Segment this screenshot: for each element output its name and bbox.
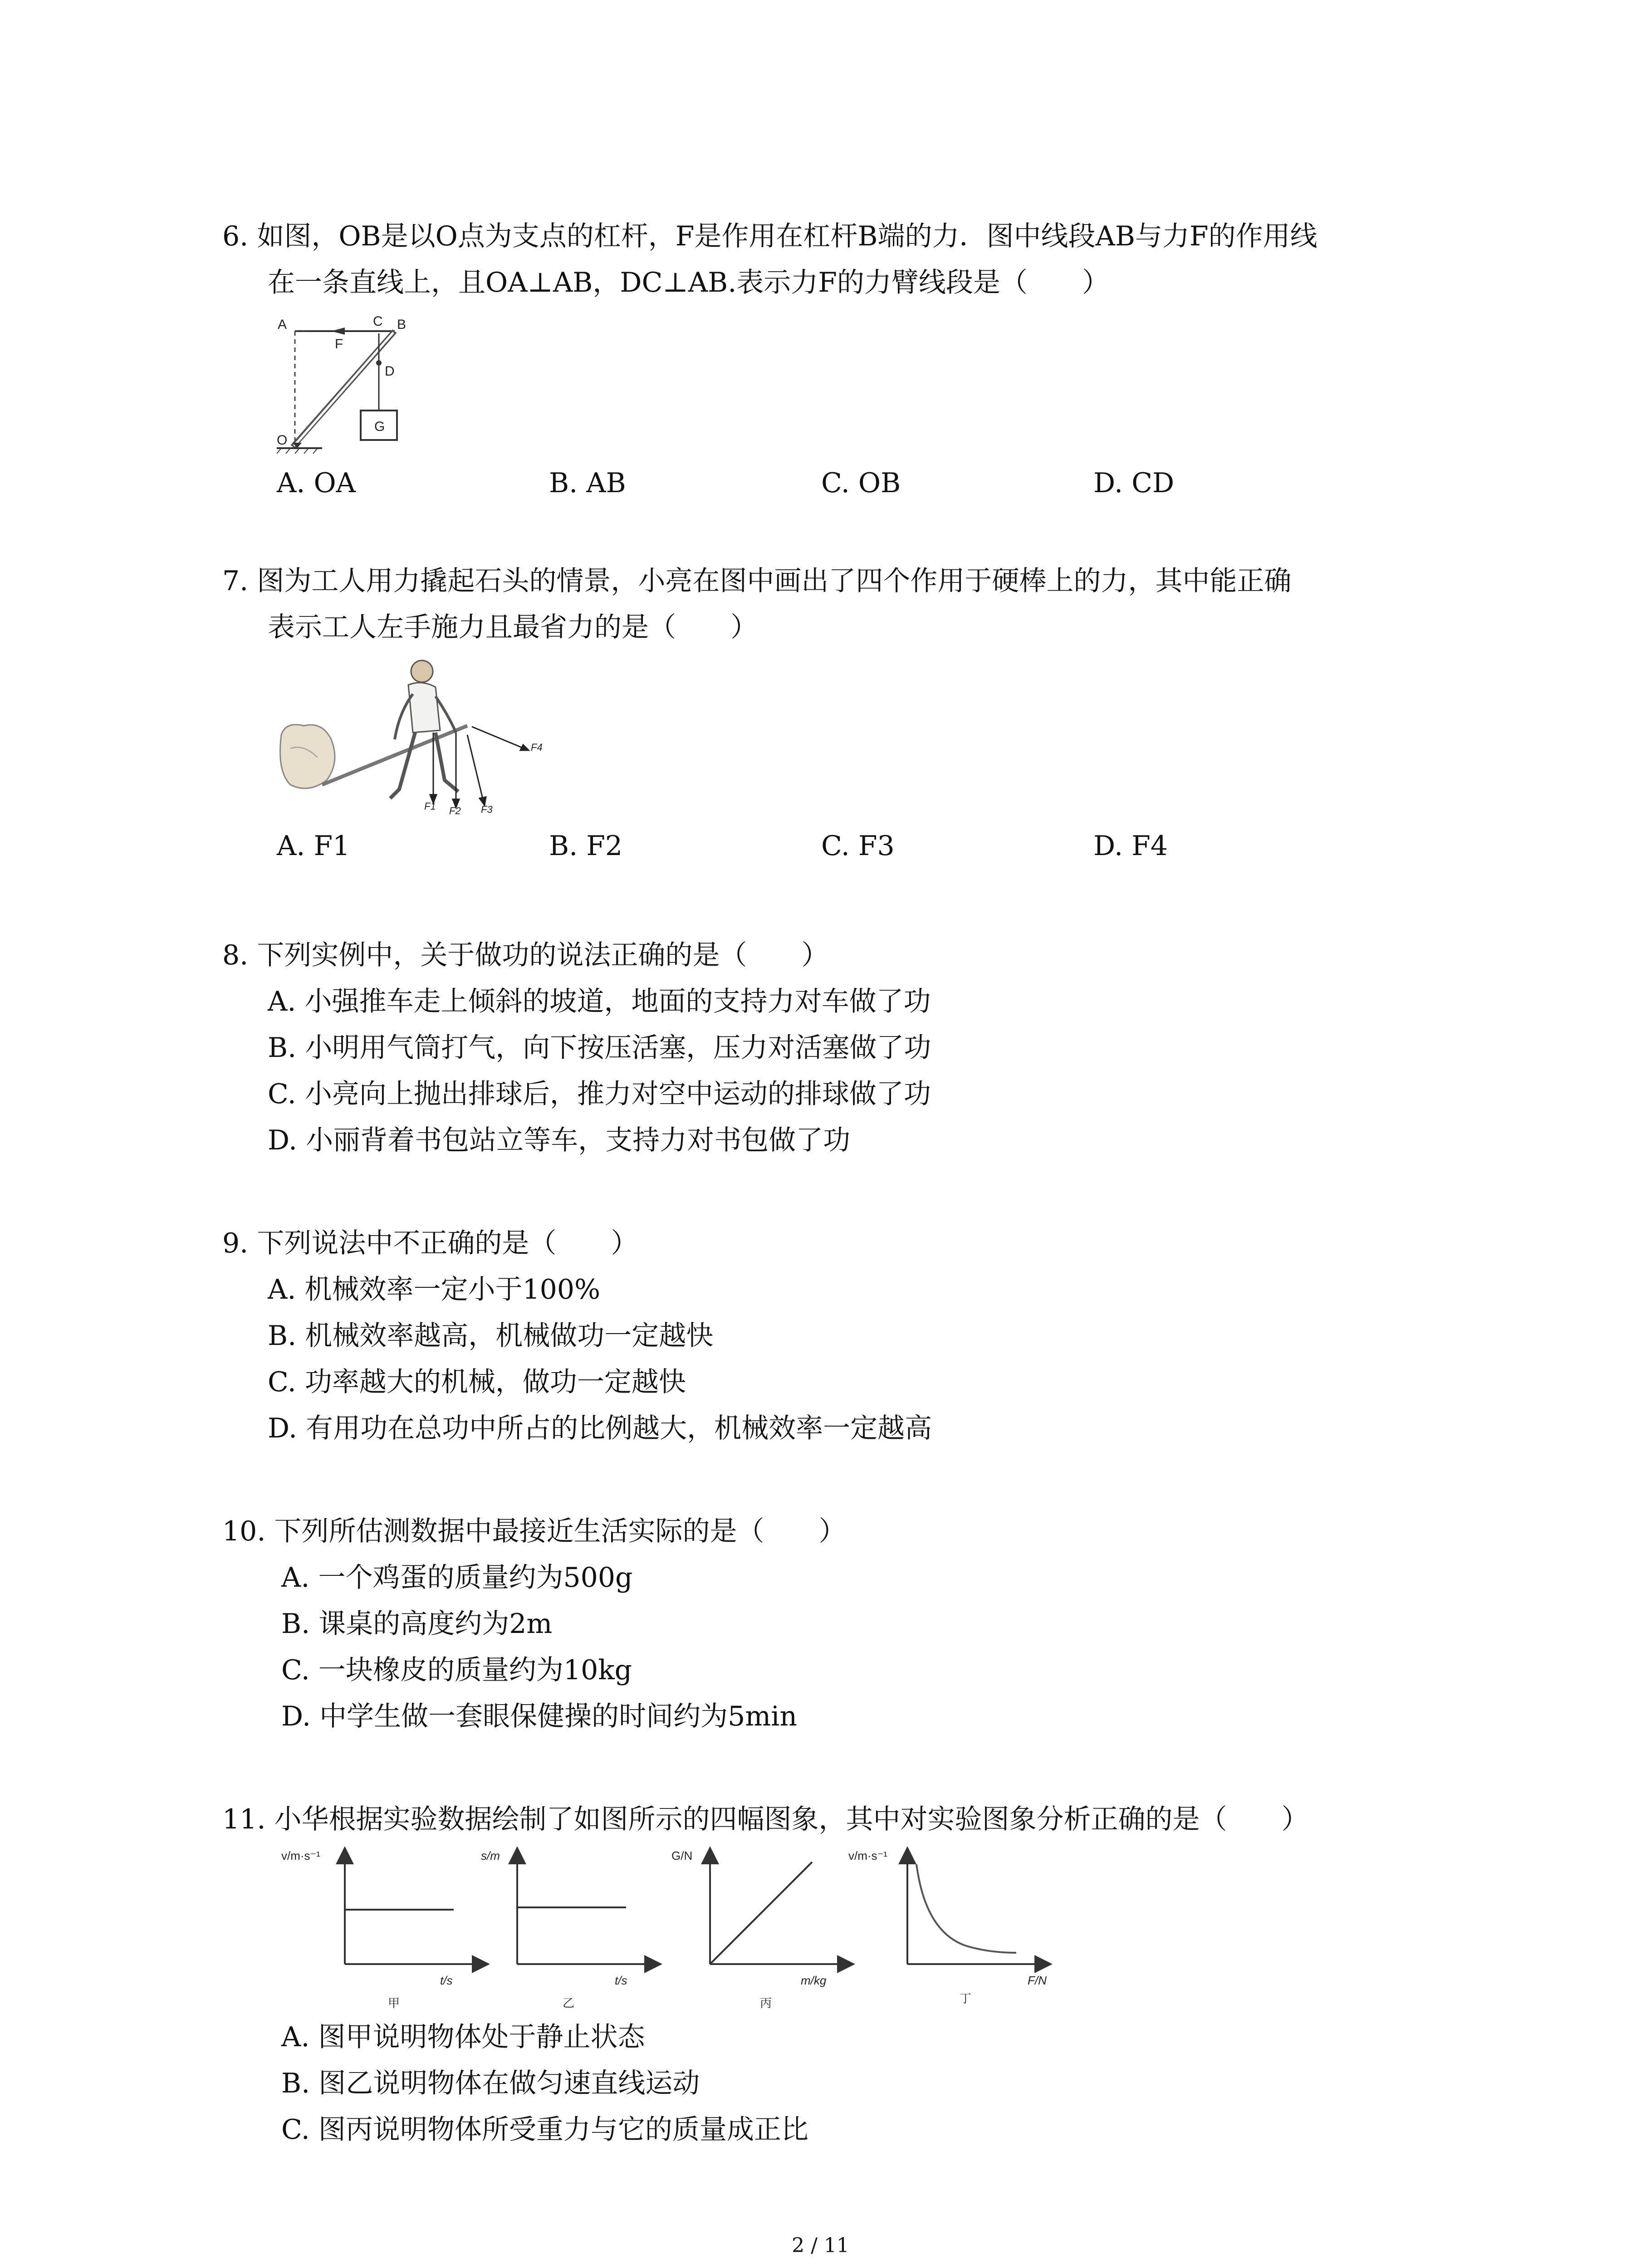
- option-a[interactable]: A. OA: [277, 467, 356, 499]
- question-9: [222, 1220, 932, 1452]
- label-f: F: [335, 337, 343, 352]
- option-c[interactable]: C. F3: [821, 830, 895, 862]
- question-11-options: [222, 2014, 808, 2153]
- option-d[interactable]: D. 有用功在总功中所占的比例越大，机械效率一定越高: [268, 1413, 932, 1444]
- option-b[interactable]: B. 机械效率越高，机械做功一定越快: [268, 1320, 714, 1352]
- option-c[interactable]: C. 小亮向上抛出排球后，推力对空中运动的排球做了功: [268, 1078, 931, 1110]
- graph-ding-caption: 丁: [960, 1992, 972, 2005]
- worker-lever-figure-q7: [277, 653, 558, 816]
- option-a[interactable]: A. F1: [277, 830, 350, 862]
- option-a[interactable]: A. 机械效率一定小于100%: [268, 1274, 601, 1305]
- question-6-stem-line1: 6. 如图，OB是以O点为支点的杠杆，F是作用在杠杆B端的力．图中线段AB与力F的作用线: [222, 220, 1318, 252]
- option-c[interactable]: C. 一块橡皮的质量约为10kg: [281, 1654, 632, 1686]
- label-f1: F1: [424, 801, 436, 812]
- label-f2: F2: [449, 805, 461, 816]
- question-7: [222, 558, 1291, 650]
- page-number: 2 / 11: [792, 2234, 849, 2257]
- option-d[interactable]: D. CD: [1093, 467, 1175, 499]
- option-c[interactable]: C. 功率越大的机械，做功一定越快: [268, 1366, 686, 1398]
- label-c: C: [373, 314, 383, 329]
- option-d[interactable]: D. 小丽背着书包站立等车，支持力对书包做了功: [268, 1124, 851, 1156]
- option-d[interactable]: D. 中学生做一套眼保健操的时间约为5min: [281, 1701, 798, 1732]
- question-8-stem: 8. 下列实例中，关于做功的说法正确的是（ ）: [222, 939, 829, 971]
- graph-yi-xlabel: t/s: [615, 1974, 627, 1987]
- option-b[interactable]: B. 小明用气筒打气，向下按压活塞，压力对活塞做了功: [268, 1032, 931, 1064]
- label-d: D: [385, 364, 395, 379]
- question-7-stem-line1: 7. 图为工人用力撬起石头的情景，小亮在图中画出了四个作用于硬棒上的力，其中能正确: [222, 565, 1292, 597]
- graph-yi: [481, 1849, 653, 2010]
- question-11-stem: 11. 小华根据实验数据绘制了如图所示的四幅图象，其中对实验图象分析正确的是（ ）: [222, 1804, 1309, 1835]
- graph-bing: [671, 1849, 846, 2010]
- option-c[interactable]: C. OB: [821, 467, 901, 499]
- label-o: O: [277, 433, 288, 448]
- graph-ding-xlabel: F/N: [1028, 1974, 1047, 1987]
- option-a[interactable]: A. 小强推车走上倾斜的坡道，地面的支持力对车做了功: [268, 986, 931, 1017]
- graph-ding-ylabel: v/m·s⁻¹: [848, 1849, 887, 1862]
- label-f4: F4: [531, 742, 543, 753]
- question-11: [222, 1796, 1309, 1843]
- option-b[interactable]: B. 课桌的高度约为2m: [281, 1608, 553, 1640]
- question-7-stem-line2: 表示工人左手施力且最省力的是（ ）: [268, 611, 758, 643]
- graph-yi-ylabel: s/m: [481, 1849, 500, 1862]
- option-b[interactable]: B. 图乙说明物体在做匀速直线运动: [281, 2068, 700, 2099]
- question-6: [222, 213, 1318, 306]
- graph-bing-caption: 丙: [760, 1996, 772, 2010]
- graph-jia-xlabel: t/s: [440, 1974, 453, 1987]
- label-f3: F3: [481, 804, 493, 815]
- question-6-stem-line2: 在一条直线上，且OA⊥AB，DC⊥AB.表示力F的力臂线段是（ ）: [268, 267, 1109, 298]
- label-a: A: [278, 317, 287, 332]
- option-a[interactable]: A. 图甲说明物体处于静止状态: [281, 2021, 645, 2053]
- question-10: [222, 1508, 846, 1740]
- label-b: B: [397, 317, 407, 332]
- graph-jia-caption: 甲: [388, 1996, 400, 2010]
- option-d[interactable]: D. F4: [1093, 830, 1168, 862]
- lever-figure-q6: [268, 308, 458, 454]
- graph-bing-ylabel: G/N: [671, 1849, 693, 1862]
- option-c[interactable]: C. 图丙说明物体所受重力与它的质量成正比: [281, 2114, 808, 2146]
- graphs-figure-q11: [272, 1842, 1089, 2014]
- graph-yi-caption: 乙: [563, 1996, 575, 2010]
- question-9-stem: 9. 下列说法中不正确的是（ ）: [222, 1227, 638, 1259]
- option-b[interactable]: B. AB: [549, 467, 626, 499]
- graph-jia: [281, 1849, 481, 2010]
- question-10-stem: 10. 下列所估测数据中最接近生活实际的是（ ）: [222, 1515, 846, 1547]
- option-a[interactable]: A. 一个鸡蛋的质量约为500g: [281, 1562, 633, 1593]
- graph-ding: [848, 1849, 1047, 2005]
- graph-bing-xlabel: m/kg: [801, 1974, 827, 1987]
- option-b[interactable]: B. F2: [549, 830, 623, 862]
- label-g: G: [374, 419, 385, 434]
- question-8: [222, 932, 931, 1163]
- graph-jia-ylabel: v/m·s⁻¹: [281, 1849, 320, 1862]
